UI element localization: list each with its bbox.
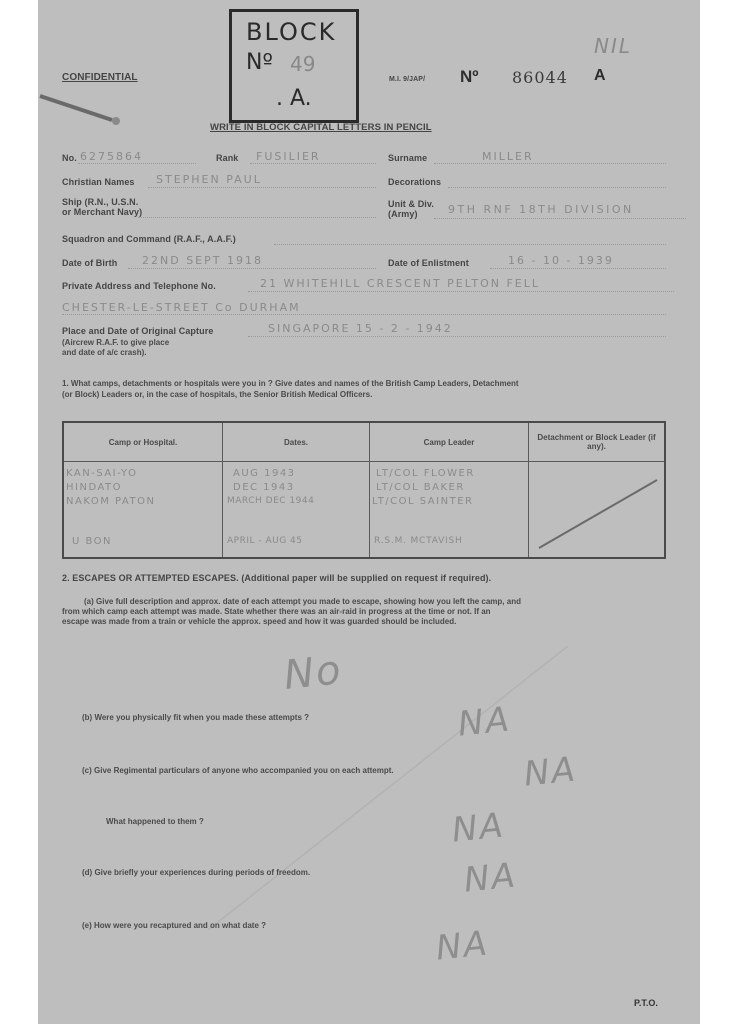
table-row-dates: MARCH DEC 1944	[227, 496, 315, 506]
stamp-no-value: 49	[290, 52, 316, 76]
q2-heading: 2. ESCAPES OR ATTEMPTED ESCAPES. (Additional paper will be supplied on request if required).	[62, 573, 492, 583]
q2b-answer: NA	[456, 699, 513, 745]
address-value-2: CHESTER-LE-STREET Co DURHAM	[62, 301, 301, 314]
stamp-no-label: Nº	[246, 50, 273, 75]
table-row-leader: R.S.M. MCTAVISH	[374, 536, 463, 546]
table-row-dates: AUG 1943	[233, 468, 296, 479]
col-dates: Dates.	[223, 422, 370, 462]
col-camp: Camp or Hospital.	[63, 422, 223, 462]
q2d-answer: NA	[462, 855, 519, 901]
q2c-answer: NA	[522, 749, 579, 795]
unit-label: Unit & Div.	[388, 199, 434, 209]
table-row-camp: U BON	[72, 536, 113, 547]
table-row-leader: LT/COL SAINTER	[372, 496, 474, 507]
q2a-text-1: (a) Give full description and approx. date of each attempt you made to escape, showing how you left the camp, and	[84, 597, 521, 606]
stamp-line3: . A.	[276, 86, 312, 111]
capture-label-2: (Aircrew R.A.F. to give place	[62, 338, 170, 347]
table-row-camp: HINDATO	[66, 482, 123, 493]
enlistment-label: Date of Enlistment	[388, 258, 469, 268]
camps-table-body	[63, 462, 665, 559]
table-row-camp: KAN-SAI-YO	[66, 468, 138, 479]
form-number-symbol: Nº	[460, 67, 479, 86]
christian-names-value: STEPHEN PAUL	[156, 173, 262, 186]
surname-value: MILLER	[482, 150, 534, 163]
q2c2-text: What happened to them ?	[106, 817, 204, 826]
q1-text-2: (or Block) Leaders or, in the case of hospitals, the Senior British Medical Officers.	[62, 390, 373, 399]
instruction-heading: WRITE IN BLOCK CAPITAL LETTERS IN PENCIL	[210, 122, 432, 133]
no-value: 6275864	[80, 150, 143, 163]
dob-value: 22ND SEPT 1918	[142, 254, 263, 267]
christian-names-label: Christian Names	[62, 177, 135, 187]
unit-value: 9TH RNF 18TH DIVISION	[448, 203, 634, 216]
q2a-text-2: from which camp each attempt was made. State whether there was an air-raid in progress at the time or not. If an	[62, 607, 491, 616]
form-suffix: A	[594, 67, 606, 84]
rank-value: FUSILIER	[256, 150, 321, 163]
q2e-answer: NA	[434, 923, 491, 969]
col-detachment-leader: Detachment or Block Leader (if any).	[529, 422, 666, 462]
q2c2-answer: NA	[450, 805, 507, 851]
q2d-text: (d) Give briefly your experiences during periods of freedom.	[82, 868, 311, 877]
q2b-text: (b) Were you physically fit when you made these attempts ?	[82, 713, 310, 722]
capture-label-3: and date of a/c crash).	[62, 348, 147, 357]
table-row-dates: APRIL - AUG 45	[227, 536, 303, 546]
capture-label: Place and Date of Original Capture	[62, 326, 214, 336]
q2a-text-3: escape was made from a train or vehicle the approx. speed and how it was guarded should be included.	[62, 617, 457, 626]
decorations-label: Decorations	[388, 177, 442, 187]
camp-cell	[63, 462, 223, 559]
mi-label: M.I. 9/JAP/	[389, 76, 426, 83]
confidential-label: CONFIDENTIAL	[62, 72, 138, 83]
camps-table-header	[63, 422, 665, 462]
surname-label: Surname	[388, 153, 428, 163]
pow-questionnaire-form	[38, 0, 700, 1024]
table-row-leader: LT/COL BAKER	[376, 482, 465, 493]
enlistment-value: 16 - 10 - 1939	[508, 254, 614, 267]
stamp-line1: BLOCK	[246, 18, 337, 46]
q2c-text: (c) Give Regimental particulars of anyone who accompanied you on each attempt.	[82, 766, 394, 775]
no-label: No.	[62, 153, 77, 163]
nil-note: NIL	[594, 34, 633, 58]
rank-label: Rank	[216, 153, 239, 163]
address-value-1: 21 WHITEHILL CRESCENT PELTON FELL	[260, 277, 540, 290]
block-stamp	[229, 9, 359, 123]
q2e-text: (e) How were you recaptured and on what date ?	[82, 921, 267, 930]
unit-label-2: (Army)	[388, 209, 418, 219]
detachment-cell	[529, 462, 666, 559]
table-row-camp: NAKOM PATON	[66, 496, 156, 507]
form-number: 86044	[512, 68, 568, 87]
strike-through-mark	[529, 462, 699, 558]
table-row-dates: DEC 1943	[233, 482, 295, 493]
camps-table	[62, 421, 666, 559]
table-row-leader: LT/COL FLOWER	[376, 468, 475, 479]
dob-label: Date of Birth	[62, 258, 118, 268]
address-label: Private Address and Telephone No.	[62, 281, 216, 291]
pto-label: P.T.O.	[634, 998, 658, 1008]
squadron-label: Squadron and Command (R.A.F., A.A.F.)	[62, 234, 236, 244]
dates-cell	[223, 462, 370, 559]
q1-text-1: 1. What camps, detachments or hospitals were you in ? Give dates and names of the British Camp Leaders, Detachment	[62, 379, 519, 388]
paper-clip-icon	[38, 90, 128, 130]
ship-label: Ship (R.N., U.S.N.	[62, 197, 139, 207]
capture-value: SINGAPORE 15 - 2 - 1942	[268, 322, 453, 335]
col-camp-leader: Camp Leader	[370, 422, 529, 462]
q2a-answer: No	[281, 647, 345, 699]
leader-cell	[370, 462, 529, 559]
ship-label-2: or Merchant Navy)	[62, 207, 143, 217]
